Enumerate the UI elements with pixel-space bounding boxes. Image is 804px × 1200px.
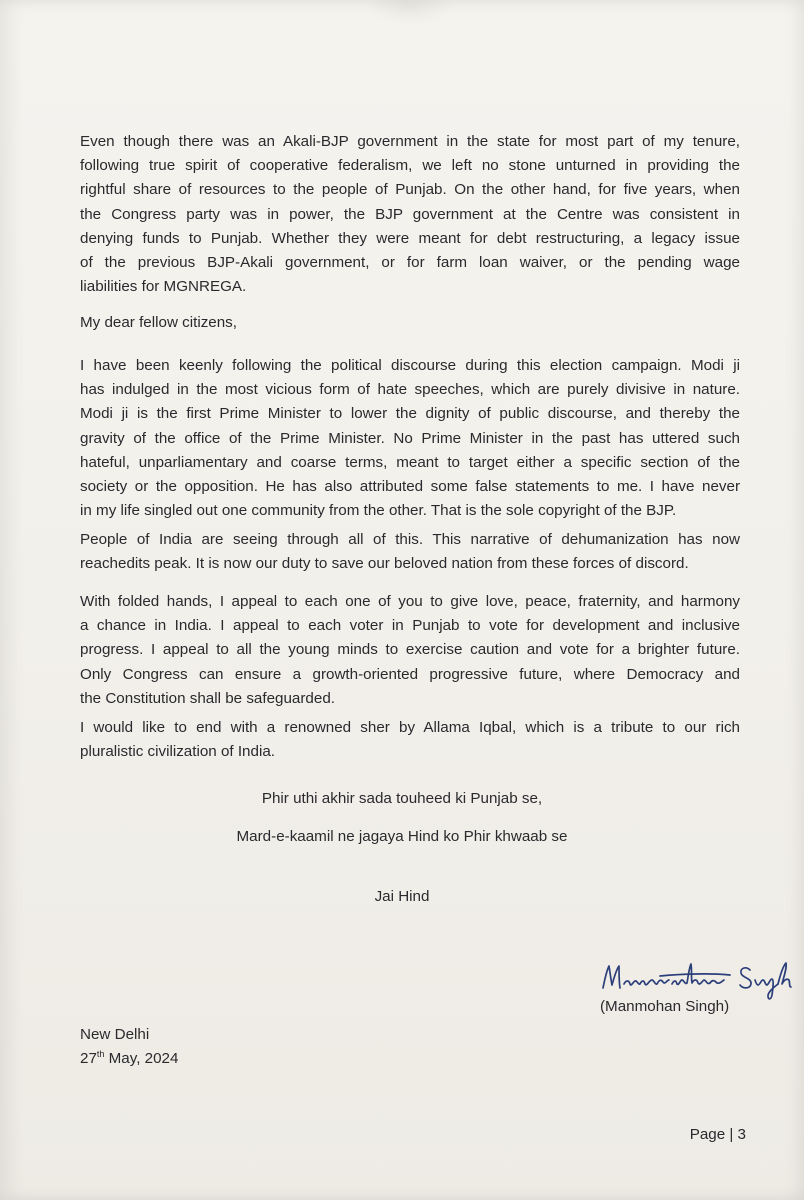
paragraph-line: progress. I appeal to all the young minds to exercise caution and vote for a brighter future. — [80, 641, 740, 659]
date-rest: May, 2024 — [104, 1050, 179, 1067]
paragraph-funds — [80, 130, 740, 299]
paragraph-line: in my life singled out one community from the other. That is the sole copyright of the BJP. — [80, 502, 677, 520]
paragraph-appeal — [80, 590, 740, 711]
paragraph-line: society or the opposition. He has also attributed some false statements to me. I have never — [80, 478, 740, 496]
salutation — [80, 311, 740, 335]
paragraph-line: I have been keenly following the political discourse during this election campaign. Modi ji — [80, 357, 740, 374]
paragraph-line: a chance in India. I appeal to each voter in Punjab to vote for development and inclusive — [80, 617, 740, 635]
paragraph-line: Only Congress can ensure a growth-oriented progressive future, where Democracy and — [80, 665, 740, 683]
paragraph-line: following true spirit of cooperative federalism, we left no stone unturned in providing the — [80, 157, 740, 175]
paragraph-line: rightful share of resources to the people of Punjab. On the other hand, for five years, when — [80, 181, 740, 199]
paragraph-line: Even though there was an Akali-BJP government in the state for most part of my tenure, — [80, 133, 740, 150]
paragraph-line: pluralistic civilization of India. — [80, 743, 275, 761]
date-ordinal: th — [96, 1048, 105, 1059]
paragraph-line: gravity of the office of the Prime Minister. No Prime Minister in the past has uttered such — [80, 429, 740, 447]
paragraph-line: has indulged in the most vicious form of hate speeches, which are purely divisive in nature. — [80, 381, 740, 399]
paragraph-line: reachedits peak. It is now our duty to save our beloved nation from these forces of discord. — [80, 555, 689, 573]
couplet-line-2: Mard-e-kaamil ne jagaya Hind ko Phir khwaab se — [236, 828, 568, 845]
page-number: Page | 3 — [689, 1126, 746, 1143]
paragraph-line: liabilities for MGNREGA. — [80, 278, 247, 296]
place-date — [80, 1023, 178, 1071]
paragraph-line: the Congress party was in power, the BJP government at the Centre was consistent in — [80, 205, 740, 223]
place: New Delhi — [80, 1026, 150, 1043]
paragraph-line: denying funds to Punjab. Whether they were meant for debt restructuring, a legacy issue — [80, 229, 740, 247]
signatory-name: (Manmohan Singh) — [600, 998, 730, 1015]
date — [80, 1047, 178, 1071]
paragraph-line: People of India are seeing through all of this. This narrative of dehumanization has now — [80, 531, 740, 548]
paragraph-line: I would like to end with a renowned sher by Allama Iqbal, which is a tribute to our rich — [80, 719, 740, 736]
paragraph-narrative — [80, 528, 740, 576]
couplet-line-1: Phir uthi akhir sada touheed ki Punjab se, — [261, 790, 543, 807]
paragraph-line: Modi ji is the first Prime Minister to lower the dignity of public discourse, and thereby the — [80, 405, 740, 423]
salutation-line: My dear fellow citizens, — [80, 314, 237, 331]
paragraph-line: of the previous BJP-Akali government, or for farm loan waiver, or the pending wage — [80, 254, 740, 272]
date-day: 27 — [80, 1050, 97, 1067]
paragraph-discourse — [80, 354, 740, 523]
letterhead-emboss — [365, 0, 455, 26]
paragraph-line: hateful, unparliamentary and coarse terms, meant to target either a specific section of the — [80, 453, 740, 471]
paragraph-line: the Constitution shall be safeguarded. — [80, 689, 335, 707]
paragraph-sher-intro — [80, 716, 740, 764]
paragraph-line: With folded hands, I appeal to each one of you to give love, peace, fraternity, and harmony — [80, 593, 740, 610]
closing-jai-hind: Jai Hind — [374, 888, 430, 905]
